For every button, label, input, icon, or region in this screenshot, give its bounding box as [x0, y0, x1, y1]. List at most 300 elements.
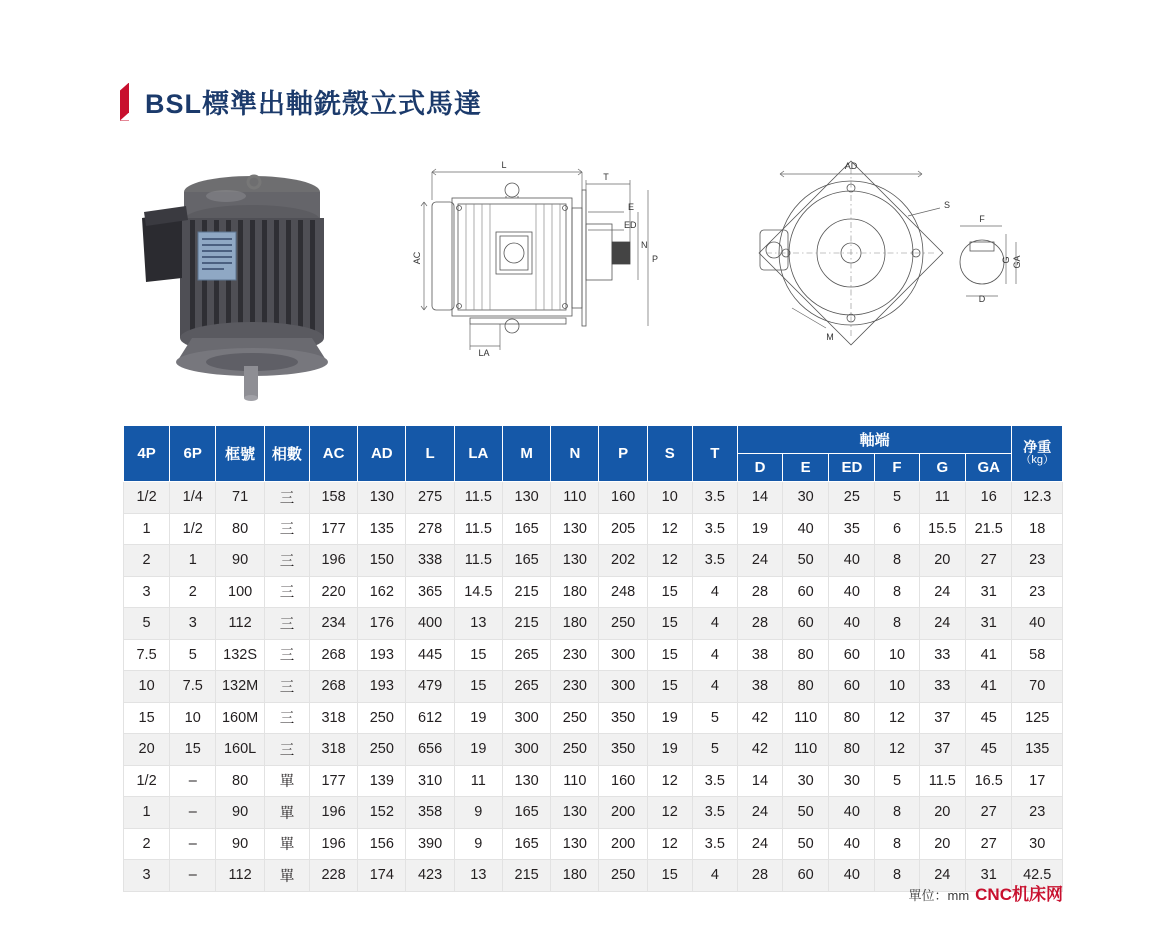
table-cell: – — [170, 860, 216, 892]
table-cell: 11.5 — [454, 545, 502, 577]
svg-text:AD: AD — [844, 161, 858, 171]
header-ed: ED — [829, 454, 875, 482]
table-cell: 202 — [599, 545, 647, 577]
table-cell: 165 — [503, 545, 551, 577]
table-cell: 37 — [919, 702, 965, 734]
table-cell: 19 — [454, 702, 502, 734]
table-cell: 275 — [406, 482, 454, 514]
table-row — [124, 797, 1063, 829]
table-cell: 1/2 — [170, 513, 216, 545]
table-cell: 5 — [875, 482, 919, 514]
table-cell: 180 — [551, 608, 599, 640]
table-cell: 6 — [875, 513, 919, 545]
table-cell: 40 — [829, 797, 875, 829]
table-cell: 三 — [264, 545, 309, 577]
table-cell: 3.5 — [692, 828, 737, 860]
table-cell: 41 — [965, 671, 1011, 703]
table-cell: 20 — [919, 828, 965, 860]
table-cell: 162 — [358, 576, 406, 608]
table-cell: 41 — [965, 639, 1011, 671]
table-cell: 205 — [599, 513, 647, 545]
table-cell: 200 — [599, 828, 647, 860]
table-cell: 7.5 — [124, 639, 170, 671]
table-cell: 250 — [551, 702, 599, 734]
table-cell: 5 — [692, 734, 737, 766]
table-cell: 11 — [454, 765, 502, 797]
header-6p: 6P — [170, 426, 216, 482]
header-l: L — [406, 426, 454, 482]
svg-text:GA: GA — [1012, 255, 1022, 269]
table-cell: 338 — [406, 545, 454, 577]
table-cell: 12 — [647, 828, 692, 860]
svg-text:T: T — [603, 172, 609, 182]
table-cell: 310 — [406, 765, 454, 797]
header-t: T — [692, 426, 737, 482]
table-cell: 112 — [216, 860, 265, 892]
table-cell: 三 — [264, 608, 309, 640]
table-cell: 150 — [358, 545, 406, 577]
svg-text:LA: LA — [478, 348, 490, 358]
table-cell: 230 — [551, 671, 599, 703]
table-cell: 139 — [358, 765, 406, 797]
table-cell: 4 — [692, 639, 737, 671]
table-cell: 4 — [692, 608, 737, 640]
table-cell: 10 — [875, 671, 919, 703]
table-cell: 40 — [829, 860, 875, 892]
watermark: CNC机床网 — [975, 885, 1063, 904]
table-row — [124, 513, 1063, 545]
header-p: P — [599, 426, 647, 482]
table-cell: 228 — [309, 860, 357, 892]
table-cell: 16 — [965, 482, 1011, 514]
table-cell: 250 — [599, 608, 647, 640]
header-row-1 — [124, 426, 1063, 454]
table-cell: 268 — [309, 639, 357, 671]
table-cell: 80 — [829, 702, 875, 734]
table-cell: 234 — [309, 608, 357, 640]
table-cell: 13 — [454, 860, 502, 892]
table-cell: 390 — [406, 828, 454, 860]
table-cell: 3.5 — [692, 797, 737, 829]
table-cell: 45 — [965, 734, 1011, 766]
table-cell: 19 — [454, 734, 502, 766]
table-cell: 三 — [264, 576, 309, 608]
table-cell: 90 — [216, 797, 265, 829]
table-cell: 300 — [599, 639, 647, 671]
page-title — [120, 82, 482, 121]
table-row — [124, 608, 1063, 640]
table-cell: 20 — [124, 734, 170, 766]
table-cell: 196 — [309, 797, 357, 829]
table-cell: 80 — [783, 639, 829, 671]
table-cell: 單 — [264, 797, 309, 829]
table-cell: 42.5 — [1012, 860, 1063, 892]
table-cell: 278 — [406, 513, 454, 545]
table-cell: 130 — [358, 482, 406, 514]
table-cell: 445 — [406, 639, 454, 671]
table-cell: 2 — [170, 576, 216, 608]
table-cell: 71 — [216, 482, 265, 514]
table-cell: 350 — [599, 734, 647, 766]
table-cell: 單 — [264, 828, 309, 860]
header-s: S — [647, 426, 692, 482]
table-cell: 24 — [919, 608, 965, 640]
table-row — [124, 639, 1063, 671]
table-cell: 30 — [783, 482, 829, 514]
table-row — [124, 576, 1063, 608]
table-cell: 15 — [454, 671, 502, 703]
table-cell: 15 — [647, 860, 692, 892]
table-cell: 265 — [503, 671, 551, 703]
table-cell: 三 — [264, 482, 309, 514]
table-row — [124, 671, 1063, 703]
table-cell: 15 — [454, 639, 502, 671]
table-cell: 19 — [647, 734, 692, 766]
table-cell: 180 — [551, 860, 599, 892]
front-view-drawing — [730, 150, 1030, 400]
table-cell: 8 — [875, 860, 919, 892]
side-view-drawing — [410, 150, 670, 400]
table-cell: 15 — [647, 639, 692, 671]
svg-text:P: P — [652, 254, 659, 264]
table-cell: – — [170, 828, 216, 860]
header-la: LA — [454, 426, 502, 482]
table-cell: 25 — [829, 482, 875, 514]
table-cell: 50 — [783, 545, 829, 577]
table-cell: 196 — [309, 545, 357, 577]
table-cell: 30 — [783, 765, 829, 797]
table-row — [124, 828, 1063, 860]
table-cell: 9 — [454, 797, 502, 829]
table-cell: 60 — [783, 608, 829, 640]
table-cell: 5 — [875, 765, 919, 797]
table-cell: 15 — [170, 734, 216, 766]
svg-text:F: F — [979, 214, 985, 224]
table-cell: 40 — [1012, 608, 1063, 640]
table-cell: 132M — [216, 671, 265, 703]
table-cell: 110 — [783, 734, 829, 766]
table-cell: 8 — [875, 608, 919, 640]
table-cell: – — [170, 797, 216, 829]
table-cell: 250 — [358, 702, 406, 734]
table-cell: 12.3 — [1012, 482, 1063, 514]
table-cell: 130 — [551, 797, 599, 829]
table-cell: 3 — [124, 576, 170, 608]
net-weight-label: 净重 — [1023, 439, 1052, 456]
table-cell: 125 — [1012, 702, 1063, 734]
table-cell: 12 — [647, 545, 692, 577]
table-cell: 15.5 — [919, 513, 965, 545]
table-cell: 12 — [647, 765, 692, 797]
table-cell: 33 — [919, 639, 965, 671]
table-cell: 160M — [216, 702, 265, 734]
table-cell: 3.5 — [692, 482, 737, 514]
table-cell: 50 — [783, 828, 829, 860]
table-cell: 38 — [737, 639, 782, 671]
table-cell: 177 — [309, 513, 357, 545]
table-cell: 40 — [829, 608, 875, 640]
table-cell: 3 — [170, 608, 216, 640]
header-d: D — [737, 454, 782, 482]
table-cell: 40 — [783, 513, 829, 545]
table-cell: 42 — [737, 702, 782, 734]
table-cell: 350 — [599, 702, 647, 734]
table-cell: 1 — [124, 513, 170, 545]
table-cell: 8 — [875, 545, 919, 577]
table-cell: 215 — [503, 576, 551, 608]
table-cell: 42 — [737, 734, 782, 766]
table-cell: 三 — [264, 702, 309, 734]
table-cell: 80 — [216, 765, 265, 797]
table-cell: 248 — [599, 576, 647, 608]
svg-text:L: L — [501, 160, 507, 170]
table-cell: 8 — [875, 828, 919, 860]
table-cell: 100 — [216, 576, 265, 608]
table-cell: 20 — [919, 797, 965, 829]
table-cell: 400 — [406, 608, 454, 640]
header-ad: AD — [358, 426, 406, 482]
table-cell: 三 — [264, 671, 309, 703]
table-cell: 300 — [599, 671, 647, 703]
table-cell: 24 — [919, 576, 965, 608]
table-cell: 13 — [454, 608, 502, 640]
table-cell: 28 — [737, 576, 782, 608]
table-cell: 23 — [1012, 545, 1063, 577]
table-cell: 15 — [647, 608, 692, 640]
table-cell: 112 — [216, 608, 265, 640]
table-cell: 90 — [216, 828, 265, 860]
table-cell: 1 — [170, 545, 216, 577]
table-cell: 單 — [264, 765, 309, 797]
page-title-text: BSL標準出軸銑殼立式馬達 — [145, 89, 482, 119]
header-frame: 框號 — [216, 426, 265, 482]
table-cell: 656 — [406, 734, 454, 766]
table-cell: 23 — [1012, 797, 1063, 829]
table-cell: – — [170, 765, 216, 797]
table-cell: 3.5 — [692, 545, 737, 577]
table-cell: 19 — [647, 702, 692, 734]
table-cell: 160 — [599, 765, 647, 797]
table-cell: 365 — [406, 576, 454, 608]
table-cell: 110 — [551, 765, 599, 797]
table-cell: 80 — [783, 671, 829, 703]
svg-text:M: M — [826, 332, 834, 342]
table-cell: 165 — [503, 797, 551, 829]
svg-text:D: D — [978, 294, 986, 304]
table-cell: 1/2 — [124, 482, 170, 514]
svg-text:ED: ED — [624, 220, 637, 230]
spec-table-head — [124, 426, 1063, 482]
table-cell: 45 — [965, 702, 1011, 734]
table-cell: 30 — [829, 765, 875, 797]
table-cell: 130 — [503, 482, 551, 514]
table-cell: 24 — [737, 797, 782, 829]
header-f: F — [875, 454, 919, 482]
table-cell: 215 — [503, 860, 551, 892]
table-row — [124, 482, 1063, 514]
table-cell: 3 — [124, 860, 170, 892]
table-row — [124, 765, 1063, 797]
table-cell: 110 — [783, 702, 829, 734]
table-cell: 12 — [647, 797, 692, 829]
table-cell: 174 — [358, 860, 406, 892]
table-cell: 60 — [783, 860, 829, 892]
header-n: N — [551, 426, 599, 482]
table-cell: 三 — [264, 734, 309, 766]
svg-text:N: N — [641, 240, 648, 250]
table-cell: 5 — [170, 639, 216, 671]
table-cell: 14 — [737, 482, 782, 514]
header-g: G — [919, 454, 965, 482]
table-cell: 12 — [875, 734, 919, 766]
table-cell: 177 — [309, 765, 357, 797]
svg-text:G: G — [1001, 256, 1011, 264]
table-cell: 10 — [124, 671, 170, 703]
spec-table-body — [124, 482, 1063, 892]
table-cell: 193 — [358, 671, 406, 703]
net-weight-unit: （kg） — [1020, 454, 1055, 467]
table-cell: 196 — [309, 828, 357, 860]
table-cell: 230 — [551, 639, 599, 671]
table-cell: 27 — [965, 797, 1011, 829]
table-cell: 12 — [875, 702, 919, 734]
table-cell: 20 — [919, 545, 965, 577]
table-cell: 12 — [647, 513, 692, 545]
table-cell: 7.5 — [170, 671, 216, 703]
table-cell: 4 — [692, 576, 737, 608]
table-cell: 265 — [503, 639, 551, 671]
table-cell: 33 — [919, 671, 965, 703]
table-cell: 200 — [599, 797, 647, 829]
header-net-weight — [1012, 426, 1063, 482]
table-cell: 40 — [829, 545, 875, 577]
table-cell: 60 — [783, 576, 829, 608]
spec-table-wrapper — [123, 425, 1063, 892]
table-cell: 152 — [358, 797, 406, 829]
table-cell: 14 — [737, 765, 782, 797]
table-cell: 11.5 — [454, 513, 502, 545]
table-cell: 130 — [503, 765, 551, 797]
table-cell: 2 — [124, 545, 170, 577]
table-cell: 4 — [692, 860, 737, 892]
header-4p: 4P — [124, 426, 170, 482]
table-cell: 10 — [647, 482, 692, 514]
table-cell: 17 — [1012, 765, 1063, 797]
table-cell: 135 — [1012, 734, 1063, 766]
table-cell: 三 — [264, 513, 309, 545]
svg-text:E: E — [628, 202, 635, 212]
table-cell: 1/2 — [124, 765, 170, 797]
header-phase: 相數 — [264, 426, 309, 482]
table-cell: 612 — [406, 702, 454, 734]
spec-table — [123, 425, 1063, 892]
table-cell: 27 — [965, 828, 1011, 860]
table-cell: 10 — [170, 702, 216, 734]
table-cell: 130 — [551, 513, 599, 545]
table-cell: 479 — [406, 671, 454, 703]
table-row — [124, 545, 1063, 577]
table-cell: 8 — [875, 576, 919, 608]
footer — [908, 880, 1063, 905]
table-cell: 35 — [829, 513, 875, 545]
table-cell: 8 — [875, 797, 919, 829]
table-cell: 215 — [503, 608, 551, 640]
table-cell: 160L — [216, 734, 265, 766]
figure-group — [120, 150, 1055, 410]
motor-photo — [130, 150, 390, 410]
table-cell: 132S — [216, 639, 265, 671]
table-cell: 423 — [406, 860, 454, 892]
table-cell: 130 — [551, 828, 599, 860]
table-cell: 24 — [737, 545, 782, 577]
table-cell: 19 — [737, 513, 782, 545]
table-cell: 180 — [551, 576, 599, 608]
table-cell: 31 — [965, 860, 1011, 892]
table-cell: 318 — [309, 702, 357, 734]
table-cell: 11.5 — [454, 482, 502, 514]
table-cell: 268 — [309, 671, 357, 703]
table-cell: 156 — [358, 828, 406, 860]
table-cell: 50 — [783, 797, 829, 829]
table-cell: 單 — [264, 860, 309, 892]
svg-text:S: S — [944, 200, 951, 210]
table-cell: 58 — [1012, 639, 1063, 671]
table-cell: 24 — [737, 828, 782, 860]
table-cell: 80 — [216, 513, 265, 545]
table-cell: 5 — [124, 608, 170, 640]
table-cell: 193 — [358, 639, 406, 671]
table-cell: 165 — [503, 828, 551, 860]
table-cell: 11 — [919, 482, 965, 514]
table-cell: 三 — [264, 639, 309, 671]
table-row — [124, 702, 1063, 734]
header-e: E — [783, 454, 829, 482]
table-cell: 9 — [454, 828, 502, 860]
header-ga: GA — [965, 454, 1011, 482]
table-cell: 16.5 — [965, 765, 1011, 797]
table-cell: 250 — [358, 734, 406, 766]
table-cell: 15 — [647, 576, 692, 608]
table-cell: 110 — [551, 482, 599, 514]
table-cell: 2 — [124, 828, 170, 860]
table-cell: 37 — [919, 734, 965, 766]
table-cell: 3.5 — [692, 513, 737, 545]
table-cell: 1/4 — [170, 482, 216, 514]
table-cell: 4 — [692, 671, 737, 703]
table-cell: 38 — [737, 671, 782, 703]
table-cell: 1 — [124, 797, 170, 829]
table-cell: 14.5 — [454, 576, 502, 608]
header-ac: AC — [309, 426, 357, 482]
table-cell: 90 — [216, 545, 265, 577]
table-cell: 5 — [692, 702, 737, 734]
table-cell: 60 — [829, 671, 875, 703]
table-cell: 300 — [503, 702, 551, 734]
table-cell: 165 — [503, 513, 551, 545]
table-cell: 28 — [737, 860, 782, 892]
table-cell: 250 — [551, 734, 599, 766]
header-shaft-end-group: 軸端 — [737, 426, 1011, 454]
table-cell: 160 — [599, 482, 647, 514]
table-cell: 15 — [647, 671, 692, 703]
table-cell: 3.5 — [692, 765, 737, 797]
table-cell: 135 — [358, 513, 406, 545]
unit-note: 單位：mm — [908, 888, 970, 903]
table-cell: 40 — [829, 576, 875, 608]
table-cell: 28 — [737, 608, 782, 640]
table-cell: 358 — [406, 797, 454, 829]
table-cell: 23 — [1012, 576, 1063, 608]
